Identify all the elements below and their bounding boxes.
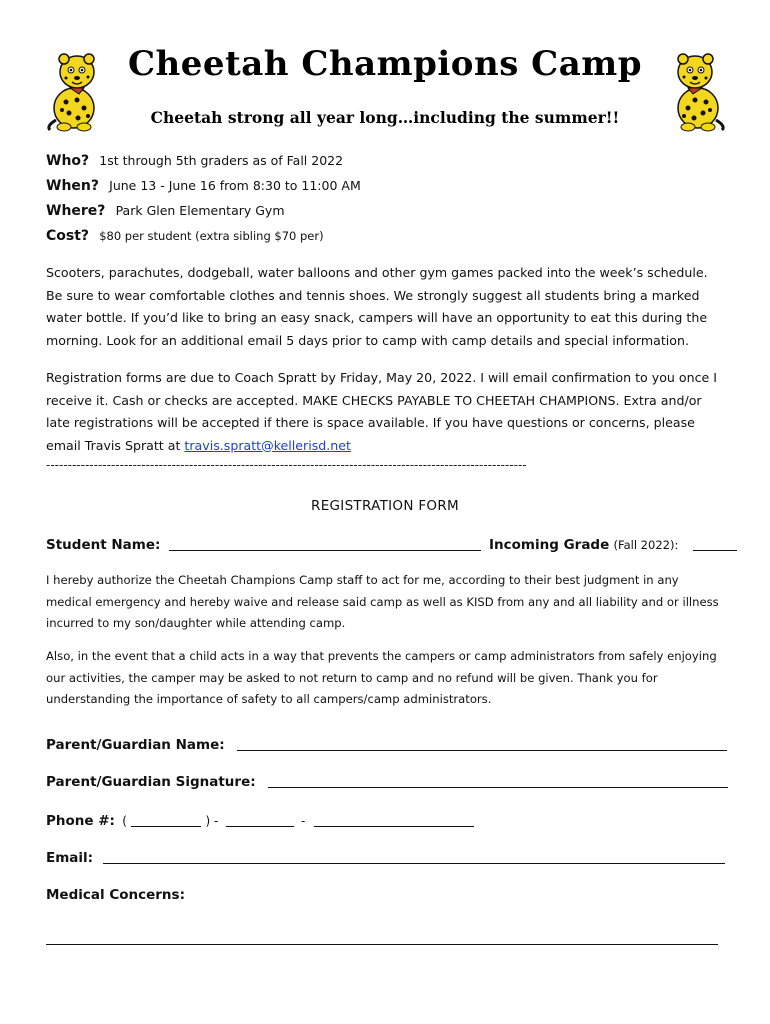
phone-prefix-field[interactable] <box>226 812 294 827</box>
description-paragraph: Scooters, parachutes, dodgeball, water balloons and other gym games packed into the week’s schedule. Be sure to wear comfortable clothes and tennis shoes. We strongly suggest all students bring a marked water bottle. If you’d like to bring an easy snack, campers will have an opportunity to eat this during the morning. Look for an additional email 5 days prior to camp with camp details and special information. <box>46 265 708 348</box>
medical-concerns-field[interactable] <box>46 930 718 945</box>
where-line <box>46 203 285 219</box>
student-name-label: Student Name: <box>46 537 161 553</box>
cost-line <box>46 228 324 244</box>
phone-row <box>46 812 474 829</box>
parent-signature-row <box>46 773 728 790</box>
parent-name-row <box>46 736 727 753</box>
contact-email-link[interactable]: travis.spratt@kellerisd.net <box>184 437 351 453</box>
phone-label: Phone #: <box>46 813 115 829</box>
phone-dash: - <box>300 814 306 828</box>
parent-signature-label: Parent/Guardian Signature: <box>46 774 256 790</box>
when-line <box>46 178 361 194</box>
incoming-grade-field[interactable] <box>693 536 737 551</box>
email-label: Email: <box>46 850 94 866</box>
when-value: June 13 - June 16 from 8:30 to 11:00 AM <box>109 178 361 193</box>
registration-form-title: REGISTRATION FORM <box>311 498 459 514</box>
authorization-paragraph: I hereby authorize the Cheetah Champions Camp staff to act for me, according to their best judgment in any medical emergency and hereby waive and release said camp as well as KISD from any and all liability and or illness incurred to my son/daughter while attending camp. <box>46 573 719 630</box>
phone-line-field[interactable] <box>314 812 474 827</box>
parent-name-label: Parent/Guardian Name: <box>46 737 225 753</box>
where-value: Park Glen Elementary Gym <box>115 203 285 218</box>
student-name-field[interactable] <box>169 536 481 551</box>
behavior-paragraph: Also, in the event that a child acts in a way that prevents the campers or camp administrators from safely enjoying our activities, the camper may be asked to not return to camp and no refund will be given. Thank you for understanding the importance of safety to all campers/camp administrators. <box>46 649 717 706</box>
phone-close-paren: ) - <box>205 814 219 828</box>
incoming-grade-label: Incoming Grade <box>489 537 610 553</box>
page-title: Cheetah Champions Camp <box>127 44 643 84</box>
medical-concerns-label: Medical Concerns: <box>46 887 185 903</box>
when-label: When? <box>46 178 99 194</box>
who-label: Who? <box>46 153 90 169</box>
who-value: 1st through 5th graders as of Fall 2022 <box>99 153 344 168</box>
parent-name-field[interactable] <box>237 736 727 751</box>
email-field[interactable] <box>103 849 725 864</box>
phone-area-code-field[interactable] <box>131 812 201 827</box>
registration-paragraph <box>46 367 726 457</box>
medical-row <box>46 887 185 903</box>
phone-open-paren: ( <box>122 814 127 828</box>
cut-line-separator: --------------------------------------------------------------------------------------------------------------- <box>46 458 527 472</box>
where-label: Where? <box>46 203 106 219</box>
email-row <box>46 849 725 866</box>
who-line <box>46 153 343 169</box>
cost-value: $80 per student (extra sibling $70 per) <box>99 229 324 243</box>
student-row <box>46 536 737 553</box>
registration-text: Registration forms are due to Coach Spratt by Friday, May 20, 2022. I will email confirmation to you once I receive it. Cash or checks are accepted. MAKE CHECKS PAYABLE TO CHEETAH CHAMPIONS. Extra and/or late registrations will be accepted if there is space available. If you have questions or concerns, please email Travis Spratt at <box>46 370 717 453</box>
cost-label: Cost? <box>46 228 90 244</box>
parent-signature-field[interactable] <box>268 773 728 788</box>
incoming-grade-note: (Fall 2022): <box>613 538 679 552</box>
page-subtitle: Cheetah strong all year long…including the summer!! <box>150 108 620 127</box>
